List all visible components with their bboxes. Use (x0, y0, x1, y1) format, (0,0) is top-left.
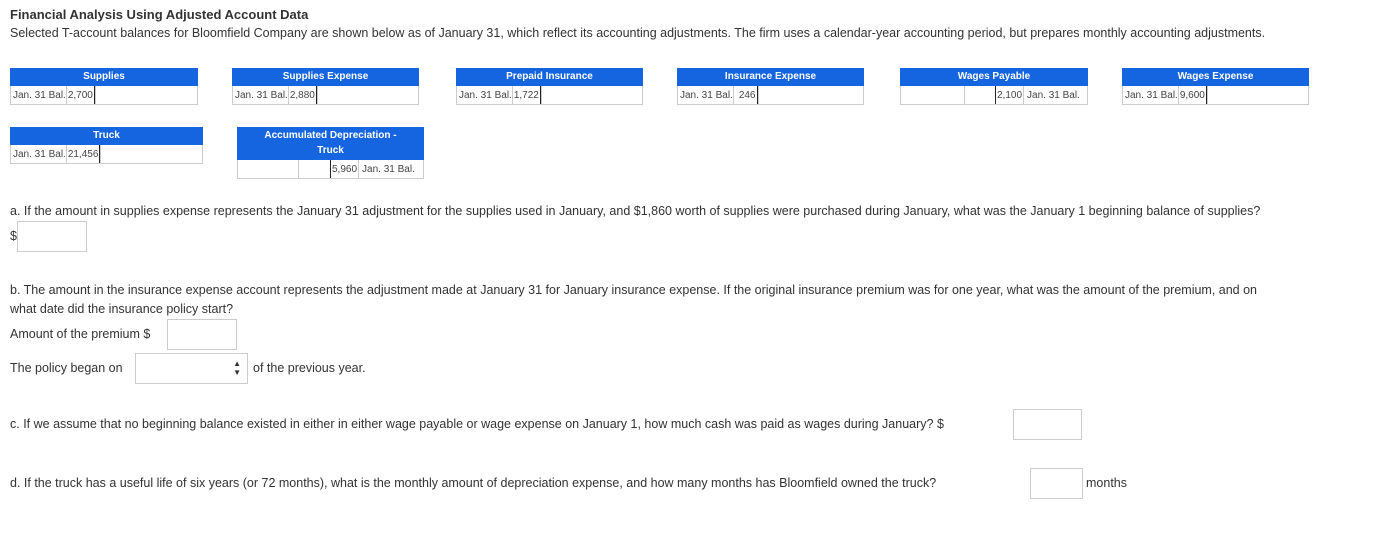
balance-value: 5,960 (330, 160, 358, 178)
balance-value: 246 (733, 86, 758, 104)
months-owned-input[interactable] (1030, 468, 1083, 499)
page-title: Financial Analysis Using Adjusted Account Data (10, 7, 309, 22)
balance-label: Jan. 31 Bal. (1023, 86, 1080, 104)
t-account-accumulated-depreciation (237, 127, 424, 179)
t-account-prepaid-insurance (456, 68, 643, 105)
credit-side (1207, 86, 1308, 104)
credit-side (317, 86, 418, 104)
months-label: months (1086, 476, 1127, 490)
t-account-title: Wages Expense (1122, 68, 1309, 86)
select-arrows-icon: ▲ ▼ (233, 359, 241, 377)
balance-value: 2,700 (66, 86, 95, 104)
premium-label: Amount of the premium $ (10, 327, 151, 341)
t-account-title-line2: Truck (317, 145, 344, 156)
credit-side (541, 86, 642, 104)
question-d-text: d. If the truck has a useful life of six years (or 72 months), what is the monthly amount of depreciation expense, and how many months has Bloomfield owned the truck? (10, 476, 937, 490)
balance-label: Jan. 31 Bal. (358, 160, 415, 178)
t-account-title: Wages Payable (900, 68, 1088, 86)
balance-value: 2,100 (995, 86, 1023, 104)
debit-side-2 (964, 86, 995, 104)
balance-label: Jan. 31 Bal. (680, 89, 733, 101)
t-account-title: Supplies (10, 68, 198, 86)
policy-suffix: of the previous year. (253, 361, 366, 375)
credit-side (100, 145, 202, 163)
credit-side (758, 86, 864, 104)
balance-label: Jan. 31 Bal. (13, 89, 66, 101)
beginning-supplies-input[interactable] (17, 221, 87, 252)
t-account-truck (10, 127, 203, 164)
t-account-wages-payable (900, 68, 1088, 105)
question-c-text: c. If we assume that no beginning balance existed in either in either wage payable or wage expense on January 1, how much cash was paid as wages during January? $ (10, 417, 944, 431)
t-account-wages-expense (1122, 68, 1309, 105)
dollar-sign: $ (10, 229, 17, 243)
question-b-text-line1: b. The amount in the insurance expense account represents the adjustment made at January 31 for January insurance expense. If the original insurance premium was for one year, what was the amount of the premium, and on (10, 283, 1258, 297)
intro-text: Selected T-account balances for Bloomfield Company are shown below as of January 31, which reflect its accounting adjustments. The firm uses a calendar-year accounting period, but prepares monthly accounting adjustments. (10, 26, 1266, 40)
balance-label: Jan. 31 Bal. (1125, 89, 1178, 101)
t-account-supplies-expense (232, 68, 419, 105)
policy-began-label: The policy began on (10, 361, 123, 375)
balance-value: 21,456 (66, 145, 101, 163)
t-account-title: Truck (10, 127, 203, 145)
t-account-supplies (10, 68, 198, 105)
debit-side-2 (298, 160, 330, 178)
balance-label: Jan. 31 Bal. (13, 148, 66, 160)
balance-label: Jan. 31 Bal. (235, 89, 288, 101)
balance-value: 9,600 (1178, 86, 1207, 104)
t-account-title-line1: Accumulated Depreciation - (264, 130, 397, 141)
debit-side (238, 160, 298, 178)
question-a-text: a. If the amount in supplies expense represents the January 31 adjustment for the supplies used in January, and $1,860 worth of supplies were purchased during January, what was the January 1 beginning balance of supplies? (10, 204, 1261, 218)
t-account-title: Insurance Expense (677, 68, 864, 86)
t-account-title: Prepaid Insurance (456, 68, 643, 86)
balance-value: 1,722 (512, 86, 541, 104)
balance-value: 2,880 (288, 86, 317, 104)
t-account-insurance-expense (677, 68, 864, 105)
credit-side (95, 86, 197, 104)
premium-amount-input[interactable] (167, 319, 237, 350)
policy-start-select[interactable] (135, 353, 248, 384)
t-account-title: Supplies Expense (232, 68, 419, 86)
t-account-title (237, 127, 424, 160)
balance-label: Jan. 31 Bal. (459, 89, 512, 101)
debit-side (901, 86, 964, 104)
wages-cash-input[interactable] (1013, 409, 1082, 440)
question-b-text-line2: what date did the insurance policy start? (10, 302, 234, 316)
